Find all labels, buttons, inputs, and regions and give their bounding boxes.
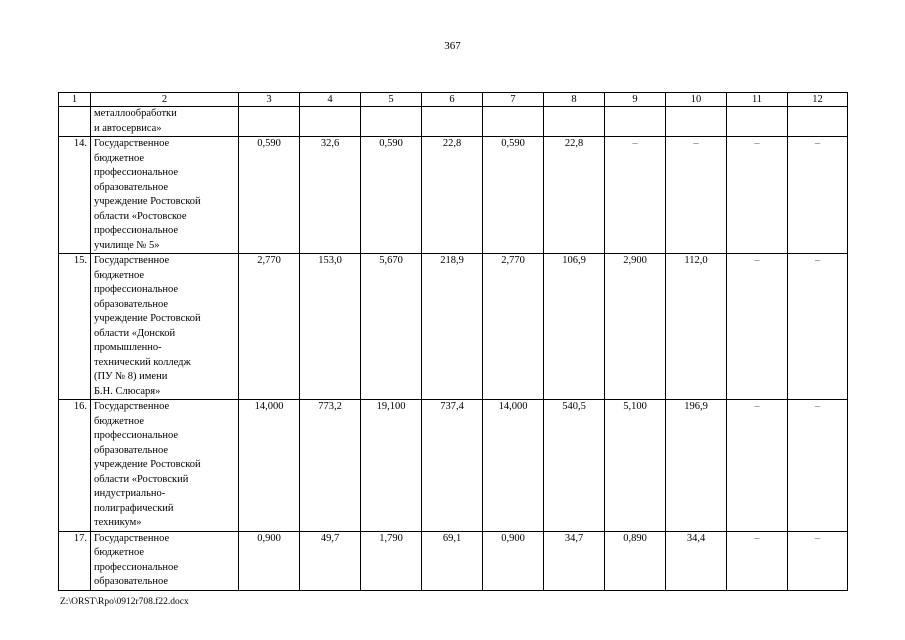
value-cell: – bbox=[788, 137, 848, 254]
value-cell: 0,590 bbox=[483, 137, 544, 254]
row-number bbox=[59, 107, 91, 137]
column-header: 5 bbox=[361, 93, 422, 107]
table-row bbox=[59, 107, 848, 137]
value-cell: 49,7 bbox=[300, 531, 361, 590]
column-header: 8 bbox=[544, 93, 605, 107]
value-cell: 773,2 bbox=[300, 400, 361, 532]
value-cell bbox=[727, 107, 788, 137]
value-cell: 34,7 bbox=[544, 531, 605, 590]
row-number: 14. bbox=[59, 137, 91, 254]
table-row bbox=[59, 254, 848, 400]
value-cell: – bbox=[788, 531, 848, 590]
value-cell: 2,770 bbox=[483, 254, 544, 400]
value-cell: 34,4 bbox=[666, 531, 727, 590]
column-header: 6 bbox=[422, 93, 483, 107]
value-cell: – bbox=[727, 400, 788, 532]
page-number: 367 bbox=[444, 40, 461, 52]
table-row bbox=[59, 137, 848, 254]
institution-name: Государственное бюджетное профессиональное образовательное учреждение Ростовской области «Ростовский индустриально- полиграфический техникум» bbox=[91, 400, 239, 532]
row-number: 15. bbox=[59, 254, 91, 400]
column-header: 7 bbox=[483, 93, 544, 107]
value-cell: 2,770 bbox=[239, 254, 300, 400]
value-cell: 0,590 bbox=[239, 137, 300, 254]
header-row bbox=[59, 93, 848, 107]
value-cell bbox=[239, 107, 300, 137]
column-header: 1 bbox=[59, 93, 91, 107]
institution-name: металлообработки и автосервиса» bbox=[91, 107, 239, 137]
row-number: 16. bbox=[59, 400, 91, 532]
value-cell: 22,8 bbox=[422, 137, 483, 254]
value-cell: 196,9 bbox=[666, 400, 727, 532]
column-header: 11 bbox=[727, 93, 788, 107]
column-header: 2 bbox=[91, 93, 239, 107]
institution-name: Государственное бюджетное профессиональное образовательное bbox=[91, 531, 239, 590]
value-cell: 540,5 bbox=[544, 400, 605, 532]
file-path-footer: Z:\ORST\Rpo\0912r708.f22.docx bbox=[60, 597, 189, 607]
value-cell bbox=[422, 107, 483, 137]
value-cell bbox=[361, 107, 422, 137]
column-header: 9 bbox=[605, 93, 666, 107]
value-cell: – bbox=[727, 531, 788, 590]
value-cell: 5,670 bbox=[361, 254, 422, 400]
value-cell bbox=[605, 107, 666, 137]
value-cell: – bbox=[727, 137, 788, 254]
data-table bbox=[58, 92, 848, 591]
value-cell: 0,900 bbox=[483, 531, 544, 590]
value-cell: 14,000 bbox=[239, 400, 300, 532]
value-cell: 218,9 bbox=[422, 254, 483, 400]
column-header: 4 bbox=[300, 93, 361, 107]
row-number: 17. bbox=[59, 531, 91, 590]
value-cell: – bbox=[788, 400, 848, 532]
value-cell bbox=[788, 107, 848, 137]
value-cell: – bbox=[788, 254, 848, 400]
value-cell: 32,6 bbox=[300, 137, 361, 254]
value-cell: – bbox=[727, 254, 788, 400]
value-cell bbox=[483, 107, 544, 137]
value-cell: 153,0 bbox=[300, 254, 361, 400]
value-cell: 106,9 bbox=[544, 254, 605, 400]
value-cell: – bbox=[666, 137, 727, 254]
value-cell: 14,000 bbox=[483, 400, 544, 532]
value-cell: 19,100 bbox=[361, 400, 422, 532]
value-cell: 69,1 bbox=[422, 531, 483, 590]
value-cell: 737,4 bbox=[422, 400, 483, 532]
table-row bbox=[59, 400, 848, 532]
value-cell bbox=[300, 107, 361, 137]
column-header: 10 bbox=[666, 93, 727, 107]
column-header: 3 bbox=[239, 93, 300, 107]
value-cell: 0,590 bbox=[361, 137, 422, 254]
value-cell bbox=[544, 107, 605, 137]
value-cell: 0,890 bbox=[605, 531, 666, 590]
column-header: 12 bbox=[788, 93, 848, 107]
table-body bbox=[59, 107, 848, 591]
value-cell bbox=[666, 107, 727, 137]
table-row bbox=[59, 531, 848, 590]
institution-name: Государственное бюджетное профессиональное образовательное учреждение Ростовской области «Донской промышленно- технический колледж (ПУ № 8) имени Б.Н. Слюсаря» bbox=[91, 254, 239, 400]
value-cell: 2,900 bbox=[605, 254, 666, 400]
value-cell: – bbox=[605, 137, 666, 254]
value-cell: 1,790 bbox=[361, 531, 422, 590]
institution-name: Государственное бюджетное профессиональное образовательное учреждение Ростовской области «Ростовское профессиональное училище № 5» bbox=[91, 137, 239, 254]
value-cell: 22,8 bbox=[544, 137, 605, 254]
value-cell: 5,100 bbox=[605, 400, 666, 532]
value-cell: 112,0 bbox=[666, 254, 727, 400]
value-cell: 0,900 bbox=[239, 531, 300, 590]
